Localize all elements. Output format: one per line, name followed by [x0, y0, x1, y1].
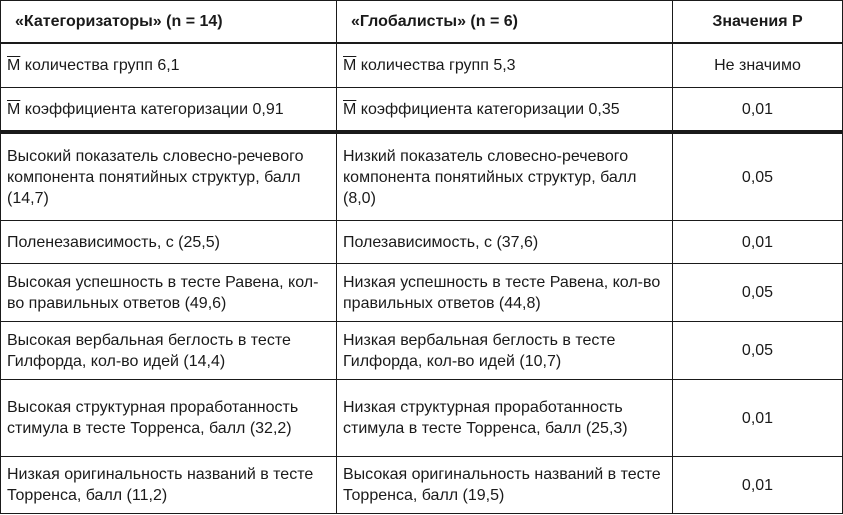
cell-categorizers: Поленезависимость, с (25,5)	[1, 221, 337, 264]
table-row	[1, 132, 843, 221]
mean-symbol: $\overline{M}$	[7, 100, 21, 118]
cell-p-value: 0,01	[673, 88, 843, 133]
table-row	[1, 380, 843, 457]
table-row	[1, 264, 843, 322]
cell-globalists: Полезависимость, с (37,6)	[337, 221, 673, 264]
cell-p-value: 0,05	[673, 322, 843, 380]
header-row	[1, 1, 843, 44]
cell-text: коэффициента категоризации 0,35	[356, 100, 620, 118]
cell-categorizers: Высокий показатель словесно-речевого компонента понятийных структур, балл (14,7)	[1, 132, 337, 221]
table-row	[1, 221, 843, 264]
cell-p-value: 0,01	[673, 221, 843, 264]
cell-categorizers	[1, 43, 337, 88]
cell-p-value: 0,01	[673, 457, 843, 514]
cell-globalists: Низкий показатель словесно-речевого компонента понятийных структур, балл (8,0)	[337, 132, 673, 221]
cell-p-value: Не значимо	[673, 43, 843, 88]
cell-text: количества групп 6,1	[20, 57, 180, 74]
cell-p-value: 0,01	[673, 380, 843, 457]
cell-p-value: 0,05	[673, 132, 843, 221]
header-p-values: Значения P	[673, 1, 843, 44]
cell-categorizers	[1, 88, 337, 133]
mean-symbol: $\overline{M}$	[7, 57, 21, 74]
header-globalists: «Глобалисты» (n = 6)	[337, 1, 673, 44]
table-row	[1, 457, 843, 514]
cell-globalists: Низкая успешность в тесте Равена, кол-во правильных ответов (44,8)	[337, 264, 673, 322]
cell-globalists: Высокая оригинальность названий в тесте Торренса, балл (19,5)	[337, 457, 673, 514]
cell-categorizers: Высокая структурная проработанность стимула в тесте Торренса, балл (32,2)	[1, 380, 337, 457]
cell-globalists: Низкая вербальная беглость в тесте Гилфорда, кол-во идей (10,7)	[337, 322, 673, 380]
cell-categorizers: Высокая вербальная беглость в тесте Гилфорда, кол-во идей (14,4)	[1, 322, 337, 380]
table-row-mean-groups	[1, 43, 843, 88]
header-categorizers: «Категоризаторы» (n = 14)	[1, 1, 337, 44]
cell-globalists	[337, 88, 673, 133]
mean-symbol: $\overline{M}$	[343, 57, 357, 74]
cell-globalists	[337, 43, 673, 88]
mean-symbol: $\overline{M}$	[343, 100, 357, 118]
cell-categorizers: Высокая успешность в тесте Равена, кол-во правильных ответов (49,6)	[1, 264, 337, 322]
cell-globalists: Низкая структурная проработанность стимула в тесте Торренса, балл (25,3)	[337, 380, 673, 457]
cell-p-value: 0,05	[673, 264, 843, 322]
table-row	[1, 322, 843, 380]
cell-categorizers: Низкая оригинальность названий в тесте Торренса, балл (11,2)	[1, 457, 337, 514]
table-row-mean-coefficient	[1, 88, 843, 133]
cell-text: коэффициента категоризации 0,91	[20, 100, 284, 118]
cell-text: количества групп 5,3	[356, 57, 516, 74]
